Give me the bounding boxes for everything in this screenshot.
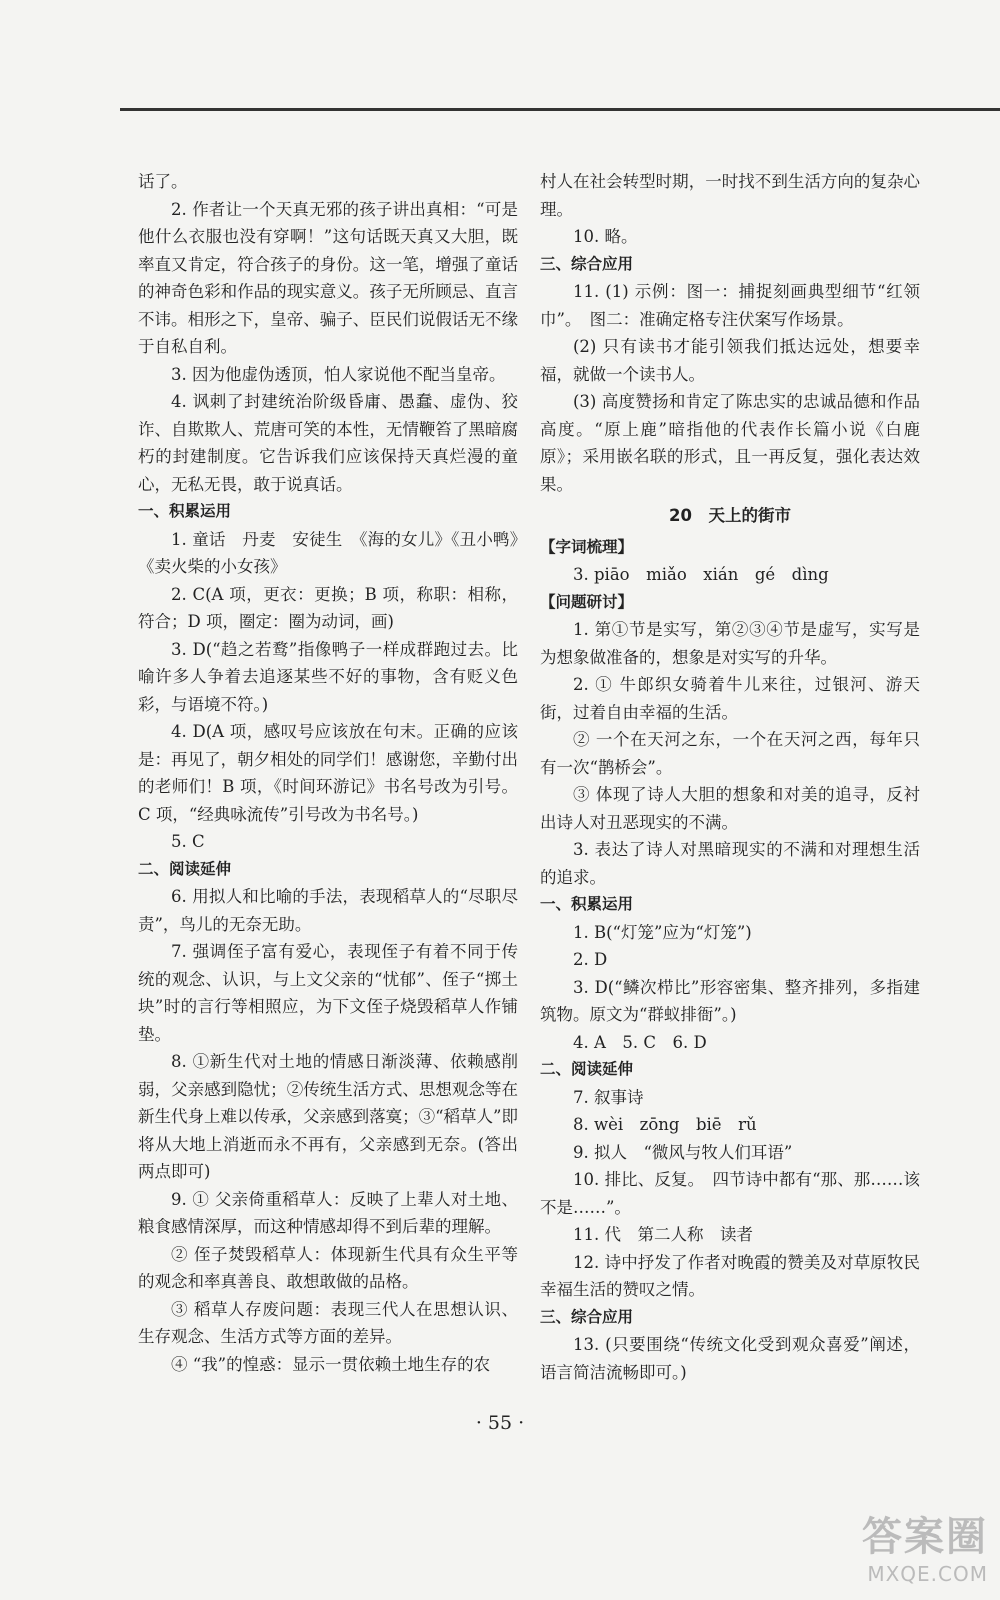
top-rule: [120, 108, 1000, 111]
answer-paragraph: 3. 因为他虚伪透顶，怕人家说他不配当皇帝。: [171, 364, 506, 384]
answer-paragraph: 2. C(A 项，更衣：更换；B 项，称职：相称，符合；D 项，圈定：圈为动词，画): [138, 584, 518, 631]
answer-paragraph: 11. 代 第二人称 读者: [573, 1225, 753, 1244]
section-heading: 二、阅读延伸: [540, 1060, 634, 1078]
answer-paragraph: 1. 童话 丹麦 安徒生 《海的女儿》《丑小鸭》《卖火柴的小女孩》: [138, 529, 518, 576]
section-heading: 一、积累运用: [540, 895, 634, 913]
answer-paragraph: 12. 诗中抒发了作者对晚霞的赞美及对草原牧民幸福生活的赞叹之情。: [540, 1252, 920, 1299]
answer-paragraph: 11. (1) 示例：图一：捕捉刻画典型细节“红领巾”。 图二：准确定格专注伏案写作场景。: [540, 282, 920, 329]
section-heading: 【字词梳理】: [540, 537, 634, 556]
section-heading: 三、综合应用: [540, 1307, 634, 1326]
watermark: [862, 1505, 988, 1586]
section-heading: 一、积累运用: [138, 502, 232, 520]
answer-paragraph: 8. ①新生代对土地的情感日渐淡薄、依赖感削弱，父亲感到隐忧；②传统生活方式、思想观念等在新生代身上难以传承，父亲感到落寞；③“稻草人”即将从大地上消逝而永不再有，父亲感到无奈。(答出两点即可): [138, 1052, 518, 1181]
section-heading: 二、阅读延伸: [138, 859, 232, 878]
right-column: [540, 168, 920, 1386]
answer-paragraph: (3) 高度赞扬和肯定了陈忠实的忠诚品德和作品高度。“原上鹿”暗指他的代表作长篇小说《白鹿原》；采用嵌名联的形式，且一再反复，强化表达效果。: [540, 392, 920, 494]
answer-paragraph: ② 侄子焚毁稻草人：体现新生代具有众生平等的观念和率真善良、敢想敢做的品格。: [138, 1244, 518, 1291]
answer-paragraph: (2) 只有读书才能引领我们抵达远处，想要幸福，就做一个读书人。: [540, 337, 920, 384]
answer-paragraph: ② 一个在天河之东，一个在天河之西，每年只有一次“鹊桥会”。: [540, 730, 920, 777]
answer-paragraph: 10. 排比、反复。 四节诗中都有“那、那……该不是……”。: [540, 1170, 920, 1217]
answer-paragraph: 2. 作者让一个天真无邪的孩子讲出真相：“可是他什么衣服也没有穿啊！”这句话既天真又大胆，既率直又肯定，符合孩子的身份。这一笔，增强了童话的神奇色彩和作品的现实意义。孩子无所顾忌、直言不讳。相形之下，皇帝、骗子、臣民们说假话无不缘于自私自利。: [138, 199, 518, 356]
answer-paragraph: 3. D(“趋之若鹜”指像鸭子一样成群跑过去。比喻许多人争着去追逐某些不好的事物，含有贬义色彩，与语境不符。): [138, 639, 518, 714]
answer-paragraph: 2. ① 牛郎织女骑着牛儿来往，过银河、游天街，过着自由幸福的生活。: [540, 675, 920, 722]
answer-paragraph: 10. 略。: [573, 227, 638, 246]
answer-paragraph: 4. 讽刺了封建统治阶级昏庸、愚蠢、虚伪、狡诈、自欺欺人、荒唐可笑的本性，无情鞭笞了黑暗腐朽的封建制度。它告诉我们应该保持天真烂漫的童心，无私无畏，敢于说真话。: [138, 392, 518, 494]
answer-paragraph: 8. wèi zōng biē rǔ: [573, 1115, 757, 1134]
answer-paragraph: 7. 强调侄子富有爱心，表现侄子有着不同于传统的观念、认识，与上文父亲的“忧郁”、侄子“掷土块”时的言行等相照应，为下文侄子烧毁稻草人作铺垫。: [138, 942, 518, 1044]
page-number: · 55 ·: [475, 1412, 525, 1434]
watermark-url: MXQE.COM: [867, 1562, 988, 1586]
section-heading: 【问题研讨】: [540, 592, 634, 611]
answer-paragraph: ③ 稻草人存废问题：表现三代人在思想认识、生存观念、生活方式等方面的差异。: [138, 1299, 518, 1346]
answer-paragraph: 话了。: [138, 172, 188, 191]
answer-paragraph: 1. 第①节是实写，第②③④节是虚写，实写是为想象做准备的，想象是对实写的升华。: [540, 620, 920, 667]
answer-paragraph: 村人在社会转型时期，一时找不到生活方向的复杂心理。: [540, 172, 920, 219]
watermark-logo-text: 答案圈: [862, 1514, 988, 1560]
answer-paragraph: 3. D(“鳞次栉比”形容密集、整齐排列，多指建筑物。原文为“群蚁排衙”。): [540, 977, 920, 1024]
answer-paragraph: 1. B(“灯笼”应为“灯笼”): [573, 922, 752, 942]
answer-paragraph: 2. D: [573, 950, 608, 969]
section-heading: 三、综合应用: [540, 254, 634, 273]
answer-paragraph: 5. C: [171, 832, 205, 851]
answer-paragraph: 6. 用拟人和比喻的手法，表现稻草人的“尽职尽责”，鸟儿的无奈无助。: [138, 887, 518, 934]
left-column: [138, 168, 518, 1378]
answer-paragraph: ④ “我”的惶惑：显示一贯依赖土地生存的农: [171, 1354, 491, 1374]
answer-paragraph: 7. 叙事诗: [573, 1087, 644, 1107]
answer-paragraph: 4. A 5. C 6. D: [573, 1032, 707, 1052]
answer-paragraph: 3. 表达了诗人对黑暗现实的不满和对理想生活的追求。: [540, 840, 920, 887]
answer-paragraph: 9. 拟人 “微风与牧人们耳语”: [573, 1142, 793, 1162]
answer-paragraph: 9. ① 父亲倚重稻草人：反映了上辈人对土地、粮食感情深厚，而这种情感却得不到后辈的理解。: [138, 1189, 518, 1236]
lesson-title: 20 天上的街市: [669, 506, 791, 525]
answer-paragraph: 13. (只要围绕“传统文化受到观众喜爱”阐述，语言简洁流畅即可。): [540, 1335, 920, 1382]
answer-paragraph: 3. piāo miǎo xián gé dìng: [573, 565, 829, 584]
answer-paragraph: ③ 体现了诗人大胆的想象和对美的追寻，反衬出诗人对丑恶现实的不满。: [540, 785, 920, 832]
answer-paragraph: 4. D(A 项，感叹号应该放在句末。正确的应该是：再见了，朝夕相处的同学们！感谢您，辛勤付出的老师们！B 项，《时间环游记》书名号改为引号。C 项，“经典咏流传”引号改为书名号。): [138, 722, 518, 824]
